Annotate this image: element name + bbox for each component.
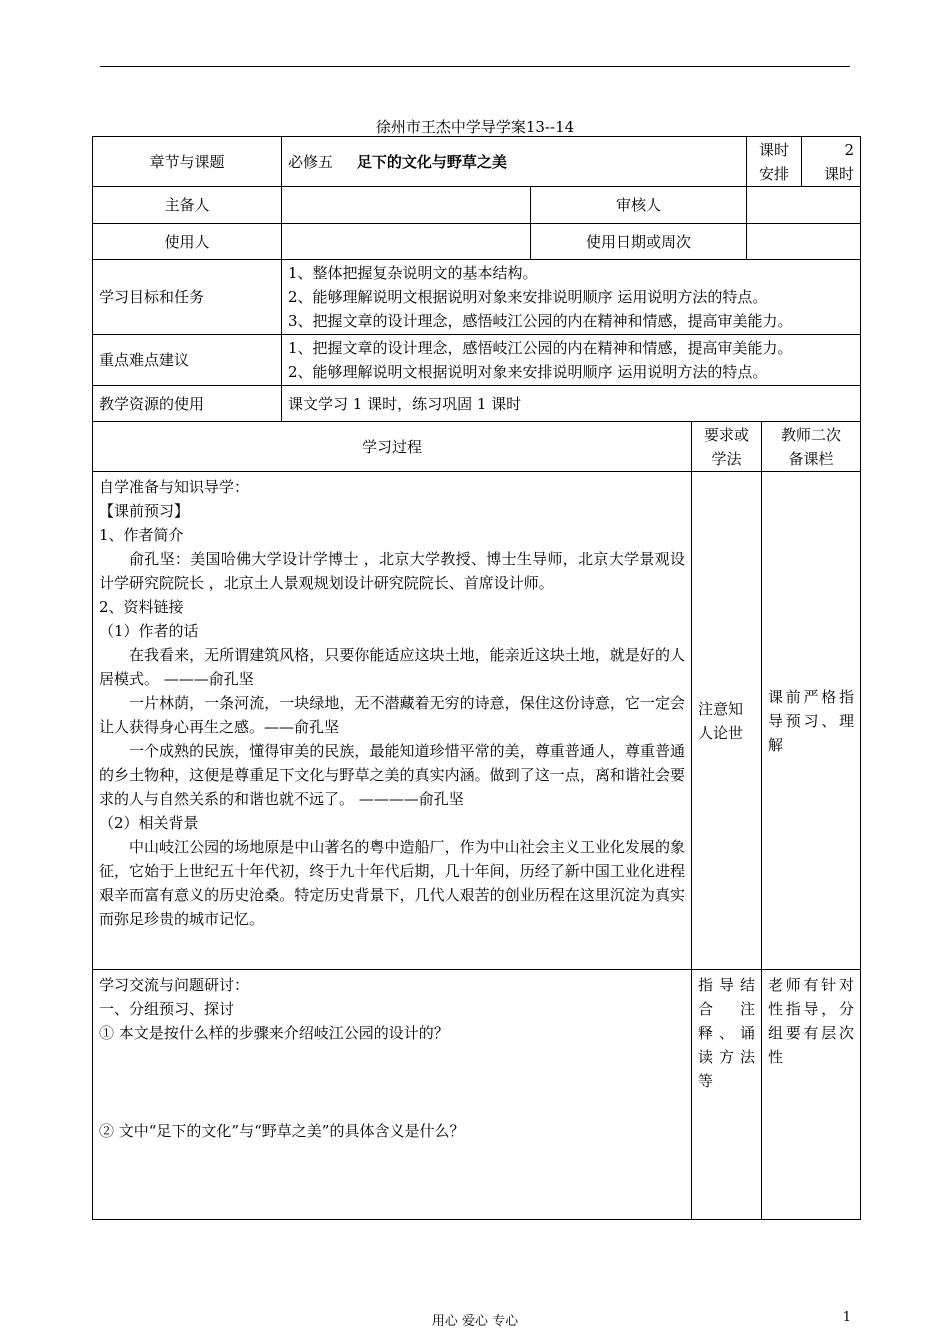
discussion-method: 指导结合注释、诵读方法等 xyxy=(692,970,762,1220)
author-quote: 一个成熟的民族，懂得审美的民族，最能知道珍惜平常的美，尊重普通人，尊重普通的乡土物种，这便是尊重足下文化与野草之美的真实内涵。做到了这一点，离和谐社会要求的人与自然关系的和谐也就不远了。 ————俞孔坚 xyxy=(99,742,685,808)
chapter-value xyxy=(282,137,747,187)
user-value xyxy=(282,224,531,260)
resources-label: 教学资源的使用 xyxy=(93,386,282,422)
author-words-heading: （1）作者的话 xyxy=(99,622,199,640)
goals-list xyxy=(282,260,861,335)
goal-item: 3、把握文章的设计理念，感悟岐江公园的内在精神和情感，提高审美能力。 xyxy=(288,312,793,330)
reviewer-label: 审核人 xyxy=(531,187,747,224)
page-number: 1 xyxy=(842,1310,851,1325)
key-points-label: 重点难点建议 xyxy=(93,335,282,386)
hours-label xyxy=(747,137,802,187)
author-heading: 1、作者简介 xyxy=(99,526,184,544)
section2-heading: 学习交流与问题研讨： xyxy=(99,976,250,994)
method-header-line-1: 要求或 xyxy=(703,425,749,444)
course-name: 必修五 xyxy=(288,152,334,171)
header-rule xyxy=(100,66,850,67)
prep-value xyxy=(282,187,531,224)
key-point-item: 2、能够理解说明文根据说明对象来安排说明顺序 运用说明方法的特点。 xyxy=(288,363,768,381)
reviewer-value xyxy=(747,187,861,224)
row-key-points xyxy=(93,335,861,386)
discussion-content xyxy=(93,970,692,1220)
method-header xyxy=(692,422,762,472)
hours-label-line-2: 安排 xyxy=(758,164,789,183)
method-header-line-2: 学法 xyxy=(711,449,742,468)
teacher-header-line-1: 教师二次 xyxy=(780,425,841,444)
background-heading: （2）相关背景 xyxy=(99,814,199,832)
process-header-row xyxy=(93,422,861,472)
process-table xyxy=(92,421,861,1220)
links-heading: 2、资料链接 xyxy=(99,598,184,616)
hours-unit: 课时 xyxy=(823,164,854,183)
row-resources xyxy=(93,386,861,422)
section2-sub: 一、分组预习、探讨 xyxy=(99,1000,235,1018)
chapter-label: 章节与课题 xyxy=(93,137,282,187)
info-table xyxy=(92,136,861,422)
self-study-teacher-notes: 课前严格指导预习、理解 xyxy=(762,472,861,970)
preview-heading: 【课前预习】 xyxy=(99,502,190,520)
lesson-topic: 足下的文化与野草之美 xyxy=(356,152,507,171)
teacher-notes-header xyxy=(762,422,861,472)
question-2: ② 文中“足下的文化”与“野草之美”的具体含义是什么？ xyxy=(99,1122,465,1140)
author-quote: 在我看来，无所谓建筑风格，只要你能适应这块土地，能亲近这块土地，就是好的人居模式。 ———俞孔坚 xyxy=(99,646,685,688)
hours-label-line-1: 课时 xyxy=(758,140,789,159)
self-study-row xyxy=(93,472,861,970)
author-quote: 一片林荫，一条河流，一块绿地，无不潜藏着无穷的诗意，保住这份诗意，它一定会让人获得身心再生之感。——俞孔坚 xyxy=(99,694,685,736)
row-user xyxy=(93,224,861,260)
goal-item: 1、整体把握复杂说明文的基本结构。 xyxy=(288,264,538,282)
process-header: 学习过程 xyxy=(93,422,692,472)
self-study-content xyxy=(93,472,692,970)
document-title: 徐州市王杰中学导学案13--14 xyxy=(375,118,575,136)
date-label: 使用日期或周次 xyxy=(531,224,747,260)
self-study-method: 注意知人论世 xyxy=(692,472,762,970)
footer-motto: 用心 爱心 专心 xyxy=(431,1314,519,1329)
goals-label: 学习目标和任务 xyxy=(93,260,282,335)
question-1: ① 本文是按什么样的步骤来介绍岐江公园的设计的？ xyxy=(99,1024,449,1042)
prep-label: 主备人 xyxy=(93,187,282,224)
user-label: 使用人 xyxy=(93,224,282,260)
resources-value: 课文学习 1 课时，练习巩固 1 课时 xyxy=(282,386,861,422)
key-points-list xyxy=(282,335,861,386)
author-bio: 俞孔坚：美国哈佛大学设计学博士 ，北京大学教授、博士生导师，北京大学景观设计学研究院院长 ，北京土人景观规划设计研究院院长、首席设计师。 xyxy=(99,550,685,592)
row-prep xyxy=(93,187,861,224)
row-chapter xyxy=(93,137,861,187)
discussion-teacher-notes: 老师有针对性指导，分组要有层次性 xyxy=(762,970,861,1220)
key-point-item: 1、把握文章的设计理念，感悟岐江公园的内在精神和情感，提高审美能力。 xyxy=(288,339,793,357)
date-value xyxy=(747,224,861,260)
teacher-header-line-2: 备课栏 xyxy=(788,449,834,468)
hours-value-cell xyxy=(802,137,861,187)
row-goals xyxy=(93,260,861,335)
goal-item: 2、能够理解说明文根据说明对象来安排说明顺序 运用说明方法的特点。 xyxy=(288,288,768,306)
section1-heading: 自学准备与知识导学： xyxy=(99,478,250,496)
hours-value: 2 xyxy=(844,140,854,159)
answer-space xyxy=(99,1045,685,1119)
discussion-row xyxy=(93,970,861,1220)
background-text: 中山岐江公园的场地原是中山著名的粤中造船厂，作为中山社会主义工业化发展的象征，它始于上世纪五十年代初，终于九十年代后期，几十年间，历经了新中国工业化进程艰辛而富有意义的历史沧桑。特定历史背景下，几代人艰苦的创业历程在这里沉淀为真实而弥足珍贵的城市记忆。 xyxy=(99,838,685,928)
